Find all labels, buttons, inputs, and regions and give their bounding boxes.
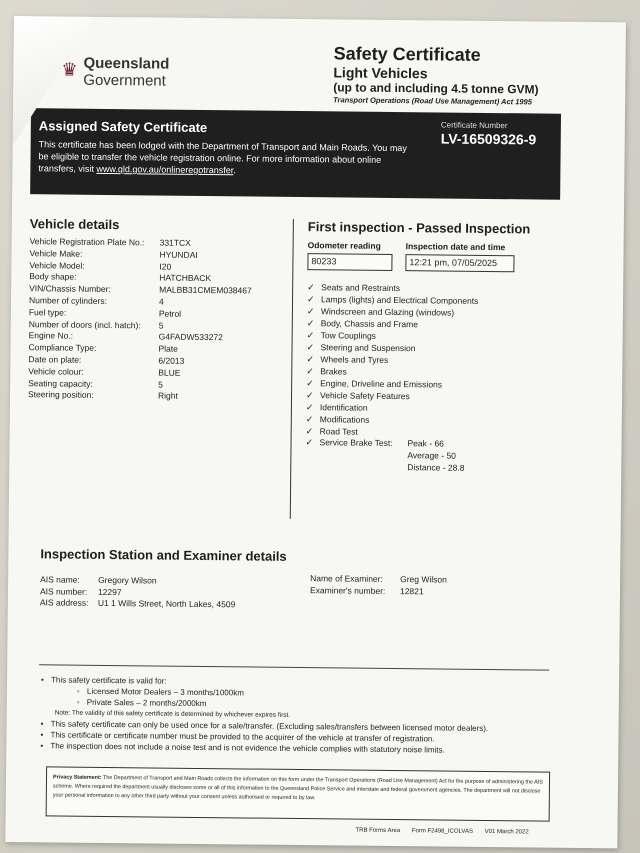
page-title: Safety Certificate (333, 43, 481, 65)
inspection-checklist (306, 281, 479, 439)
vehicle-details-heading: Vehicle details (29, 216, 120, 233)
check-icon: ✓ (306, 306, 315, 317)
ais-row (40, 597, 236, 611)
examiner-details (310, 573, 447, 597)
examiner-label: Examiner's number: (309, 584, 386, 596)
inspection-check-label: Tow Couplings (320, 330, 377, 341)
vehicle-detail-value: I20 (159, 261, 172, 272)
vehicle-detail-label: VIN/Chassis Number: (29, 283, 111, 295)
footer-form: Form F2498_ICOLVAS (411, 828, 474, 835)
banner-text: This certificate has been lodged with the Department of Transport and Main Roads. You may be eligible to transfer the vehicle registration online. For more information about online transfers, visit (38, 139, 407, 174)
vehicle-detail-label: Seating capacity: (28, 377, 93, 389)
certificate-number-label: Certificate Number (440, 120, 508, 131)
inspection-date-value: 12:21 pm, 07/05/2025 (405, 254, 514, 272)
check-icon: ✓ (306, 354, 315, 365)
vehicle-detail-value: Petrol (158, 308, 182, 319)
inspection-check-label: Engine, Driveline and Emissions (320, 378, 443, 390)
examiner-value: 12821 (399, 585, 424, 596)
validity-dealers: ◦ Licensed Motor Dealers – 3 months/1000km (41, 685, 489, 701)
inspection-heading: First inspection - Passed Inspection (307, 219, 531, 237)
vehicle-detail-label: Steering position: (27, 389, 94, 401)
service-brake-value: Average - 50 (407, 450, 456, 461)
check-icon: ✓ (305, 414, 314, 425)
validity-note: Note: The validity of this safety certificate is determined by whichever expires first. (54, 709, 291, 719)
inspection-check-label: Identification (319, 402, 368, 413)
ais-label: AIS name: (40, 574, 80, 585)
certificate-number: LV-16509326-9 (440, 130, 537, 148)
vehicle-detail-value: 6/2013 (158, 355, 185, 366)
vehicle-detail-label: Engine No.: (28, 330, 74, 342)
check-icon: ✓ (306, 378, 314, 389)
check-icon: ✓ (306, 330, 315, 341)
check-icon: ✓ (306, 342, 315, 353)
service-brake-value: Peak - 66 (407, 438, 444, 449)
inspection-check-label: Wheels and Tyres (320, 354, 389, 365)
validity-bullet: • This certificate or certificate number must be provided to the acquirer of the vehicle at transfer of registration. (40, 729, 488, 745)
certificate-page (5, 16, 626, 848)
logo-line2: Government (83, 71, 166, 90)
vehicle-detail-label: Compliance Type: (28, 342, 97, 354)
check-icon: ✓ (306, 294, 315, 305)
check-icon: ✓ (307, 282, 315, 293)
vehicle-detail-label: Body shape: (29, 271, 77, 283)
weight-note: (up to and including 4.5 tonne GVM) (333, 80, 539, 97)
inspection-check-label: Vehicle Safety Features (319, 390, 410, 402)
section-divider (39, 664, 549, 670)
inspection-check-label: Windscreen and Glazing (windows) (320, 306, 455, 318)
vehicle-detail-label: Number of doors (incl. hatch): (28, 318, 141, 330)
inspection-check-label: Road Test (319, 426, 358, 437)
check-icon: ✓ (305, 426, 314, 437)
vehicle-detail-label: Number of cylinders: (28, 295, 108, 306)
check-icon: ✓ (305, 437, 314, 448)
station-heading: Inspection Station and Examiner details (40, 546, 287, 564)
service-brake-label: Service Brake Test: (319, 437, 393, 448)
inspection-check-label: Seats and Restraints (321, 282, 401, 294)
inspection-check-label: Body, Chassis and Frame (320, 318, 419, 330)
ais-value: U1 1 Wills Street, North Lakes, 4509 (97, 597, 236, 610)
vehicle-detail-value: 5 (158, 379, 163, 390)
vehicle-detail-value: HYUNDAI (159, 249, 198, 260)
banner-text-end: . (233, 165, 236, 176)
validity-bullet: • This safety certificate can only be used once for a sale/transfer. (Excluding sales/transfers between licensed motor dealers). (41, 718, 489, 734)
vehicle-detail-value: BLUE (158, 367, 181, 378)
examiner-label: Name of Examiner: (310, 573, 383, 584)
inspection-check-label: Modifications (319, 414, 370, 425)
validity-private: ◦ Private Sales – 2 months/2000km (41, 696, 489, 712)
service-brake-value: Distance - 28.8 (407, 462, 465, 473)
column-divider (290, 219, 294, 519)
footer-area: TRB Forms Area (355, 827, 401, 835)
page-subtitle: Light Vehicles (333, 64, 428, 82)
inspection-check-label: Lamps (lights) and Electrical Components (320, 294, 479, 306)
ais-label: AIS number: (39, 585, 88, 597)
vehicle-detail-label: Fuel type: (28, 306, 67, 318)
service-brake-values (407, 437, 465, 474)
vehicle-detail-value: 5 (158, 320, 164, 331)
logo-line1: Queensland (83, 54, 170, 73)
odometer-label: Odometer reading (307, 240, 381, 251)
vehicle-detail-value: Plate (158, 343, 178, 354)
validity-bullet: • The inspection does not include a noise test and is not evidence the vehicle complies with statutory noise limits. (40, 740, 488, 756)
form-footer (355, 828, 538, 836)
privacy-statement (46, 766, 550, 821)
vehicle-detail-value: MALBB31CMEM038467 (159, 284, 252, 296)
inspection-check-label: Steering and Suspension (320, 342, 416, 354)
check-icon: ✓ (305, 402, 314, 413)
footer-version: V01 March 2022 (484, 828, 529, 836)
crest-icon: ♛ (61, 59, 78, 80)
vehicle-detail-label: Vehicle Model: (29, 259, 85, 271)
check-icon: ✓ (306, 366, 314, 377)
vehicle-detail-label: Vehicle Registration Plate No.: (29, 236, 145, 248)
privacy-label: Privacy Statement: (52, 774, 102, 781)
vehicle-detail-value: G4FADW533272 (158, 331, 223, 343)
vehicle-detail-value: 4 (158, 296, 164, 307)
ais-label: AIS address: (39, 597, 89, 608)
ais-details (40, 574, 236, 611)
vehicle-details-table (28, 236, 252, 403)
ais-value: Gregory Wilson (98, 574, 157, 586)
check-icon: ✓ (305, 390, 314, 401)
ais-value: 12297 (97, 586, 122, 597)
vehicle-detail-value: HATCHBACK (159, 272, 212, 284)
examiner-value: Greg Wilson (400, 574, 447, 585)
check-icon: ✓ (306, 318, 315, 329)
act-reference: Transport Operations (Road Use Management) Act 1995 (333, 95, 532, 107)
odometer-value: 80233 (307, 253, 392, 271)
vehicle-detail-label: Vehicle Make: (29, 247, 83, 259)
validity-notes (40, 674, 488, 756)
vehicle-detail-row (28, 390, 251, 404)
banner-title: Assigned Safety Certificate (38, 118, 208, 136)
service-brake-test (305, 436, 465, 473)
assigned-certificate-banner (30, 108, 561, 200)
vehicle-detail-label: Vehicle colour: (28, 365, 84, 377)
validity-bullets (40, 718, 488, 756)
online-transfer-link[interactable]: www.qld.gov.au/onlineregotransfer (96, 163, 234, 176)
validity-intro: • This safety certificate is valid for: (41, 674, 489, 690)
vehicle-detail-label: Date on plate: (28, 354, 82, 365)
inspection-check-label: Brakes (320, 366, 347, 377)
banner-description (38, 138, 418, 178)
title-block (333, 43, 614, 107)
inspection-date-label: Inspection date and time (405, 241, 506, 253)
vehicle-detail-value: 331TCX (159, 237, 191, 248)
privacy-text: The Department of Transport and Main Roads collects the information on this form under the Transport Operations (Road Use Management) Act for the purpose of administering the AIS scheme. Where required the department usually discloses some or all of this information to the Queensland Police Service and interstate and federal government agencies. The department will not disclose your personal information to any other third party without your consent unless authorised or required to by law. (52, 774, 543, 802)
vehicle-detail-value: Right (157, 390, 178, 402)
examiner-row (310, 585, 447, 598)
